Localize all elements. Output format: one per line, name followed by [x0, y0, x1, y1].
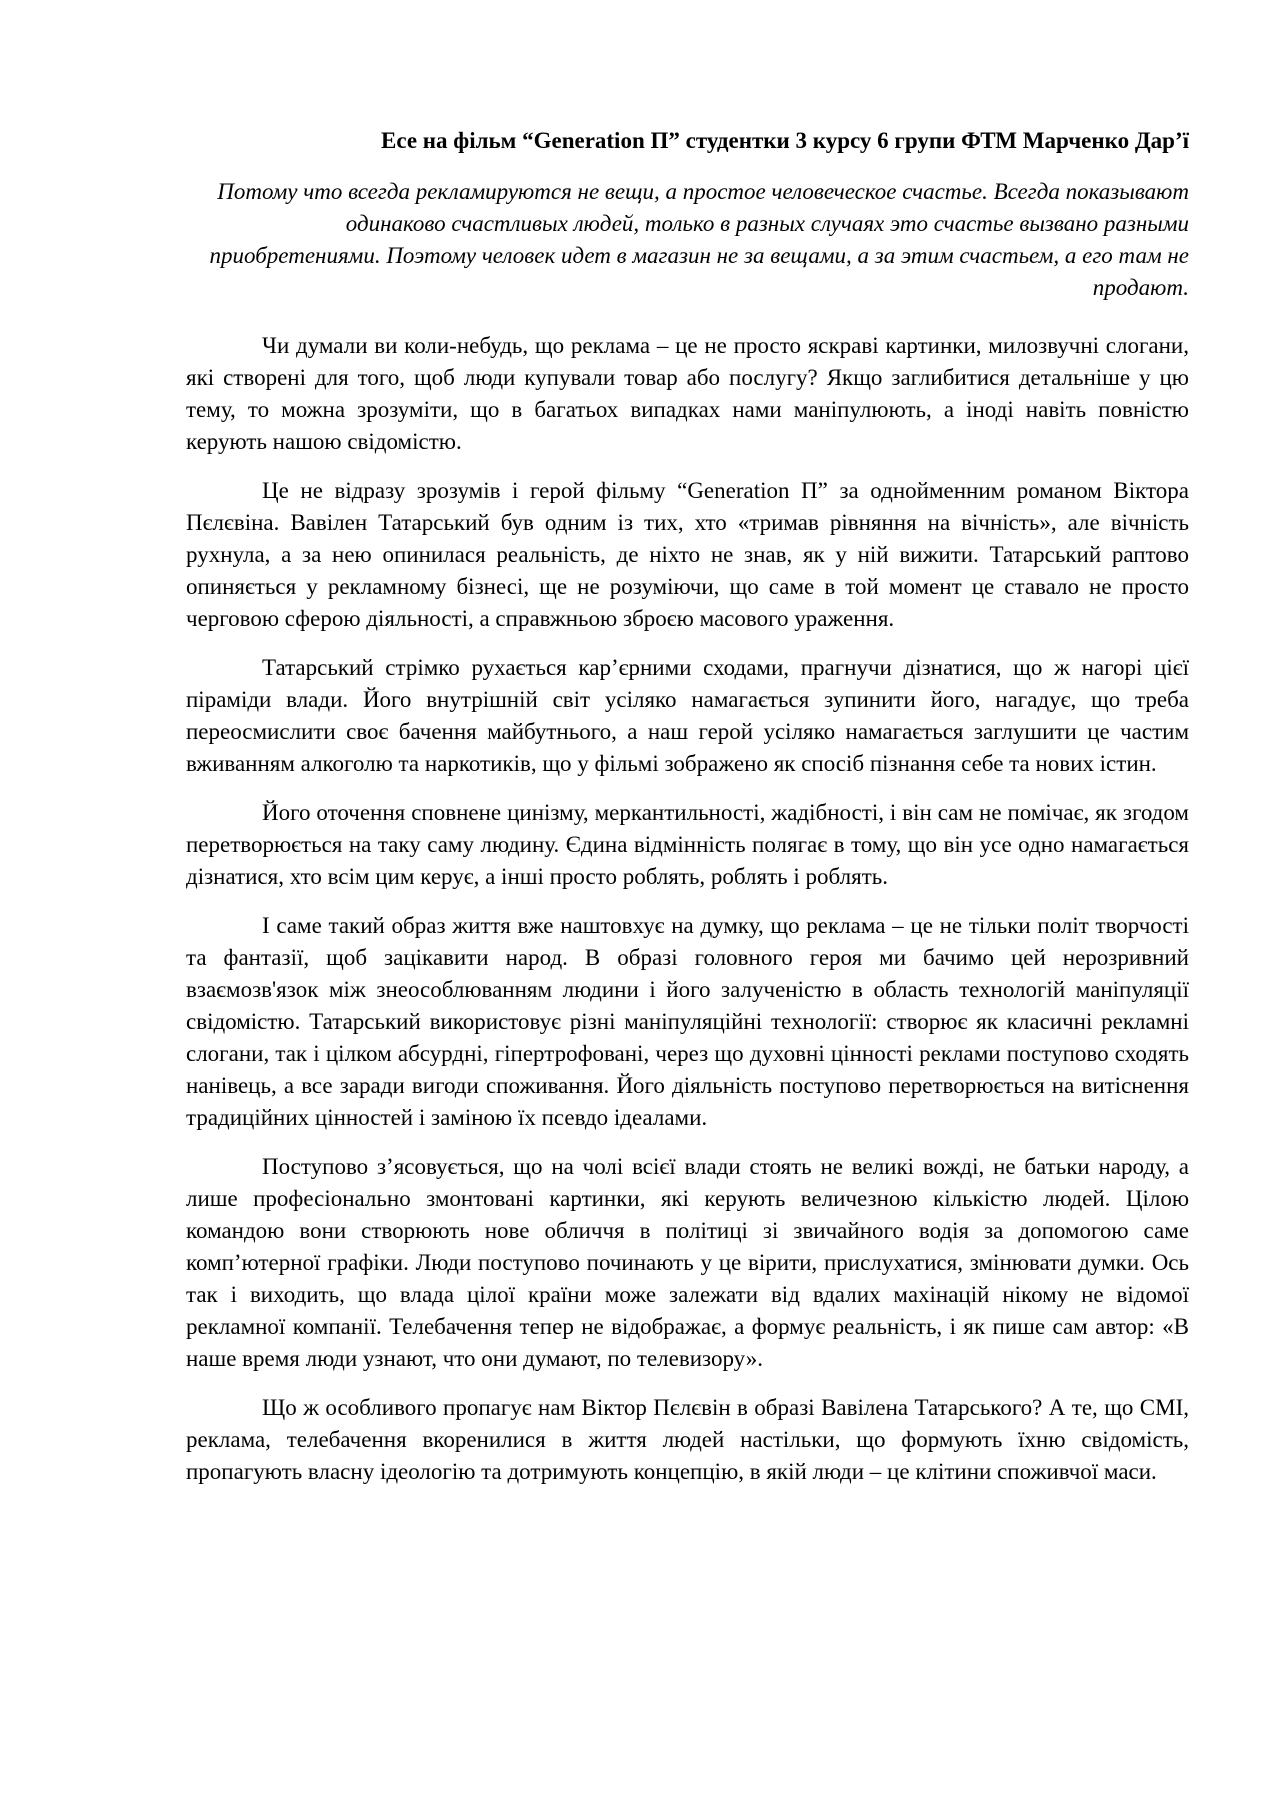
paragraph-2: Це не відразу зрозумів і герой фільму “Generation П” за однойменним романом Віктора Пєлєвіна. Вавілен Татарський був одним із тих, хто «тримав рівняння на вічність», але вічність рухнула, а за нею опинилася реальність, де ніхто не знав, як у ній вижити. Татарський раптово опиняється у рекламному бізнесі, ще не розуміючи, що саме в той момент це ставало не просто черговою сферою діяльності, а справжньою зброєю масового ураження. [186, 478, 1189, 631]
paragraph-5: І саме такий образ життя вже наштовхує на думку, що реклама – це не тільки політ творчості та фантазії, щоб зацікавити народ. В образі головного героя ми бачимо цей нерозривний взаємозв'язок між знеособлюванням людини і його залученістю в область технологій маніпуляції свідомістю. Татарський використовує різні маніпуляційні технології: створює як класичні рекламні слогани, так і цілком абсурдні, гіпертрофовані, через що духовні цінності реклами поступово сходять нанівець, а все заради вигоди споживання. Його діяльність поступово перетворюється на витіснення традиційних цінностей і заміною їх псевдо ідеалами. [186, 913, 1189, 1130]
epigraph-quote: Потому что всегда рекламируются не вещи, а простое человеческое счастье. Всегда показывают одинаково счастливых людей, только в разных случаях это счастье вызвано разными приобретениями. Поэтому человек идет в магазин не за вещами, а за этим счастьем, а его там не продают. [209, 179, 1189, 300]
paragraph-1: Чи думали ви коли-небудь, що реклама – це не просто яскраві картинки, милозвучні слогани, які створені для того, щоб люди купували товар або послугу? Якщо заглибитися детальніше у цю тему, то можна зрозуміти, що в багатьох випадках нами маніпулюють, а іноді навіть повністю керують нашою свідомістю. [186, 333, 1189, 454]
paragraph-7: Що ж особливого пропагує нам Віктор Пєлєвін в образі Вавілена Татарського? А те, що СМІ, реклама, телебачення вкоренилися в життя людей настільки, що формують їхню свідомість, пропагують власну ідеологію та дотримують концепцію, в якій люди – це клітини споживчої маси. [186, 1395, 1189, 1484]
paragraph-6: Поступово з’ясовується, що на чолі всієї влади стоять не великі вожді, не батьки народу, а лише професіонально змонтовані картинки, які керують величезною кількістю людей. Цілою командою вони створюють нове обличчя в політиці зі звичайного водія за допомогою саме комп’ютерної графіки. Люди поступово починають у це вірити, прислухатися, змінювати думки. Ось так і виходить, що влада цілої країни може залежати від вдалих махінацій нікому не відомої рекламної компанії. Телебачення тепер не відображає, а формує реальність, і як пише сам автор: «В наше время люди узнают, что они думают, по телевизору». [186, 1154, 1189, 1371]
document-title: Есе на фільм “Generation П” студентки 3 курсу 6 групи ФТМ Марченко Дар’ї [381, 128, 1189, 153]
paragraph-3: Татарський стрімко рухається кар’єрними сходами, прагнучи дізнатися, що ж нагорі цієї піраміди влади. Його внутрішній світ усіляко намагається зупинити його, нагадує, що треба переосмислити своє бачення майбутнього, а наш герой усіляко намагається заглушити це частим вживанням алкоголю та наркотиків, що у фільмі зображено як спосіб пізнання себе та нових істин. [186, 655, 1189, 776]
paragraph-4: Його оточення сповнене цинізму, меркантильності, жадібності, і він сам не помічає, як згодом перетворюється на таку саму людину. Єдина відмінність полягає в тому, що він усе одно намагається дізнатися, хто всім цим керує, а інші просто роблять, роблять і роблять. [186, 800, 1189, 889]
